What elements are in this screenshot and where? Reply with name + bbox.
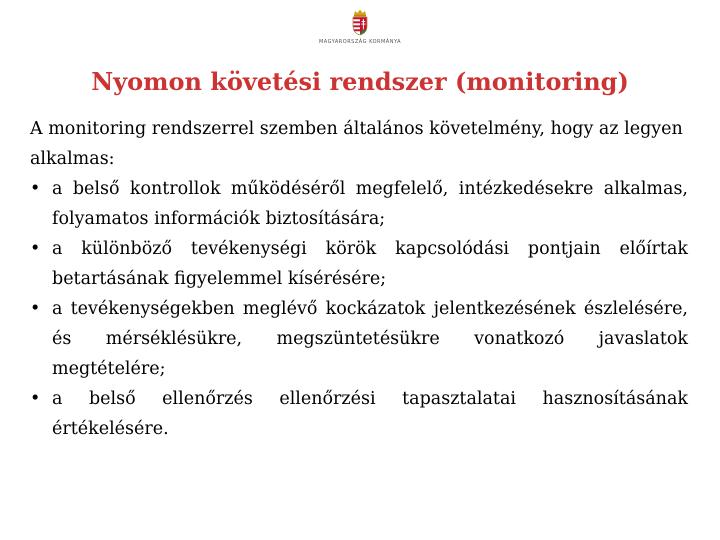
list-item: [30, 384, 688, 444]
hungarian-coat-of-arms-icon: [349, 8, 371, 36]
bullet-text: a tevékenységekben meglévő kockázatok jelentkezésének észlelésére, és mérséklésükre, megszüntetésükre vonatkozó javaslatok megtételére;: [52, 299, 688, 379]
bullet-icon: •: [30, 239, 41, 259]
bullet-text: a különböző tevékenységi körök kapcsolódási pontjain előírtak betartásának figyelemmel kísérésére;: [52, 239, 688, 289]
bullet-text: a belső kontrollok működéséről megfelelő, intézkedésekre alkalmas, folyamatos információk biztosítására;: [52, 179, 688, 229]
bullet-icon: •: [30, 389, 41, 409]
list-item: [30, 294, 688, 384]
bullet-list: [30, 174, 688, 444]
bullet-icon: •: [30, 299, 41, 319]
emblem-caption: MAGYARORSZÁG KORMÁNYA: [318, 39, 402, 45]
slide-body: [30, 114, 688, 444]
list-item: [30, 174, 688, 234]
bullet-text: a belső ellenőrzés ellenőrzési tapasztalatai hasznosításának értékelésére.: [52, 389, 688, 439]
slide-title: Nyomon követési rendszer (monitoring): [91, 67, 629, 96]
intro-text: A monitoring rendszerrel szemben általános követelmény, hogy az legyen alkalmas:: [30, 119, 683, 169]
bullet-icon: •: [30, 179, 41, 199]
list-item: [30, 234, 688, 294]
header-emblem: [0, 8, 720, 45]
